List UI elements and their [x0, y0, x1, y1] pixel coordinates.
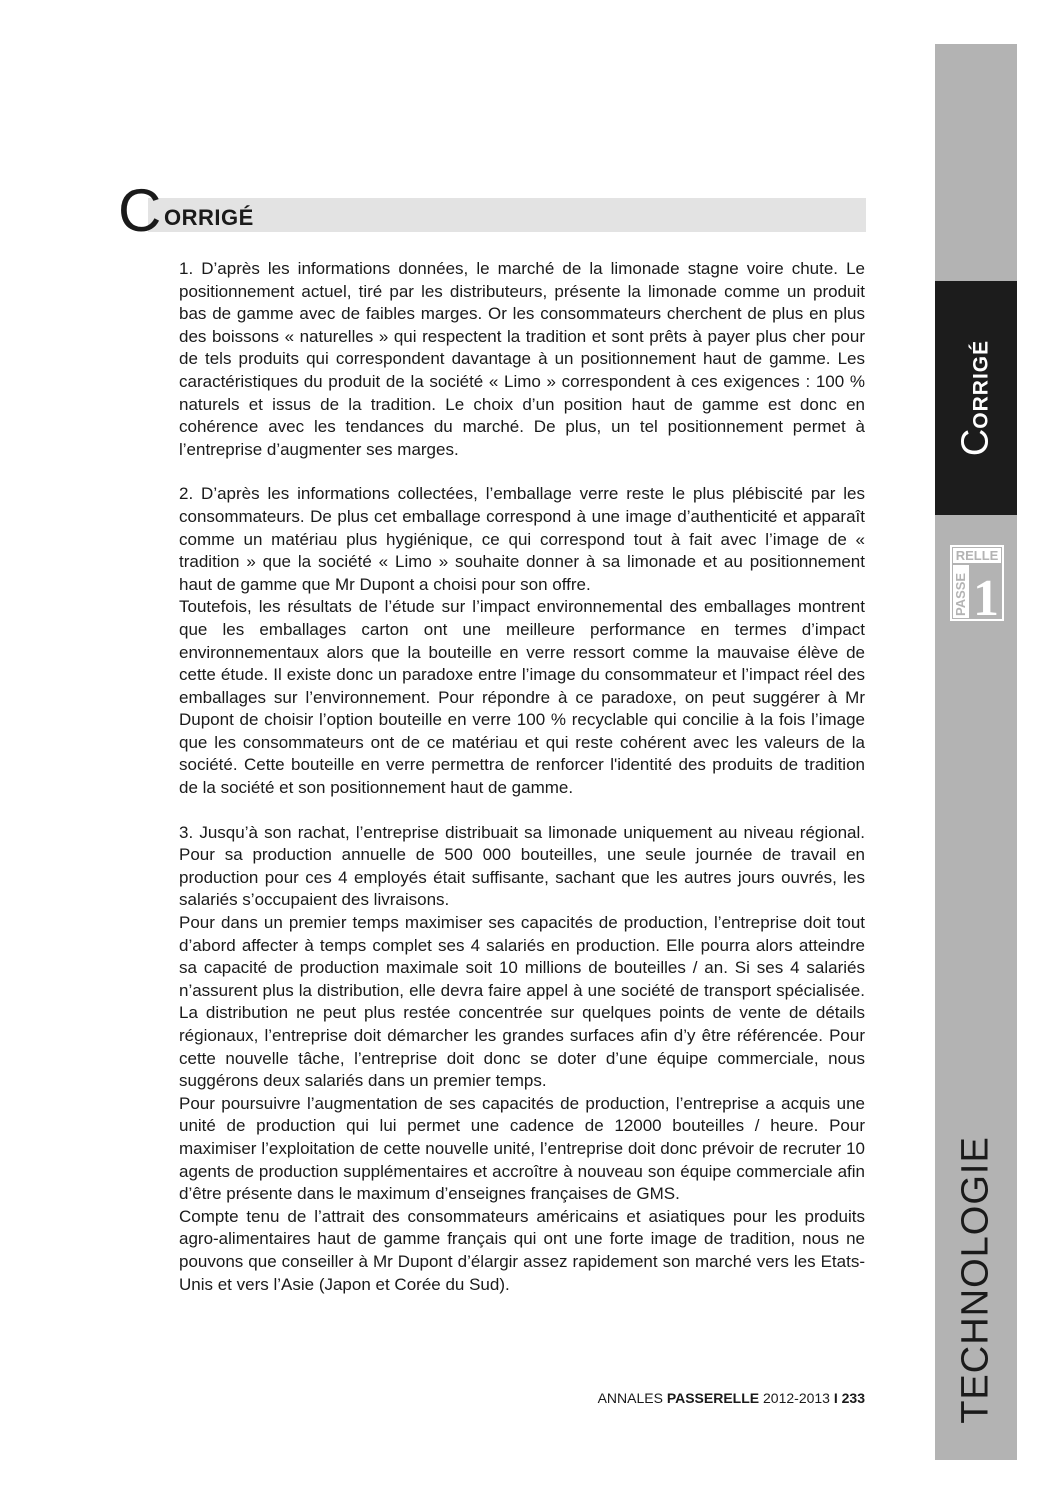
side-corrige-rest: ORRIGÉ [969, 339, 993, 429]
logo-side-text: PASSE [953, 572, 968, 616]
paragraph-answer-3-cont-1: Pour dans un premier temps maximiser ses capacités de production, l’entreprise doit tout d’abord affecter à temps complet ses 4 salariés en production. Elle pourra alors atteindre sa capacité de production maximale soit 10 millions de bouteilles / an. Si ses 4 salariés n’assurent plus la distribution, elle devra faire appel à une société de transport spécialisée. La distribution ne peut plus restée concentrée sur quelques points de vente de détails régionaux, l’entreprise doit démarcher les grandes surfaces afin d’y être référencée. Pour cette nouvelle tâche, l’entreprise doit donc se doter d’une équipe commerciale, nous suggérons deux salariés dans un premier temps. [179, 913, 865, 1091]
paragraph-answer-2: 2. D’après les informations collectées, l’emballage verre reste le plus plébiscité par les consommateurs. De plus cet emballage correspond à une image d’authenticité et apparaît comme un matériau plus hygiénique, ce qui correspond tout à fait avec l’image de « tradition » que la société « Limo » souhaite donner à sa limonade et au positionnement haut de gamme que Mr Dupont a choisi pour son offre. [179, 484, 865, 594]
page-number: 233 [841, 1390, 865, 1406]
paragraph-answer-3: 3. Jusqu’à son rachat, l’entreprise distribuait sa limonade uniquement au niveau régional. Pour sa production annuelle de 500 000 bouteilles, une seule journée de travail en production pour ces 4 employés était suffisante, sachant que les autres jours ouvrés, les salariés s’occupaient des livraisons. [179, 822, 865, 910]
footer-passerelle: PASSERELLE [666, 1390, 760, 1406]
paragraph-answer-3-cont-2: Pour poursuivre l’augmentation de ses capacités de production, l’entreprise a acquis une unité de production qui lui permet une cadence de 12000 bouteilles / heure. Pour maximiser l’exploitation de cette nouvelle unité, l’entreprise doit donc prévoir de recruter 10 agents de production supplémentaires et accroître à nouveau son équipe commerciale afin d’être présente dans le maximum d’enseignes françaises de GMS. [179, 1093, 865, 1204]
answer-content [179, 258, 865, 1296]
paragraph-answer-1: 1. D’après les informations données, le marché de la limonade stagne voire chute. Le positionnement actuel, tiré par les distributeurs, présente la limonade comme un produit bas de gamme avec de faibles marges. Or les consommateurs cherchent de plus en plus des boissons « naturelles » qui respectent la tradition et sont prêts à payer plus cher pour de tels produits qui correspondent davantage à un positionnement haut de gamme. Les caractéristiques du produit de la société « Limo » correspondent à ces exigences : 100 % naturels et issus de la tradition. Le choix d’un position haut de gamme est donc en cohérence avec les tendances du marché. De plus, un tel positionnement permet à l’entreprise d’augmenter ses marges. [179, 259, 865, 459]
footer-separator: I [833, 1390, 838, 1406]
page-footer [598, 1390, 865, 1406]
side-label-technologie: TECHNOLOGIE [954, 1136, 997, 1424]
heading-bar [148, 198, 866, 232]
paragraph-answer-3-cont-3: Compte tenu de l’attrait des consommateurs américains et asiatiques pour les produits agro-alimentaires haut de gamme français qui ont une forte image de tradition, nous ne pouvons que conseiller à Mr Dupont d’élargir assez rapidement son marché vers les Etats-Unis et vers l’Asie (Japon et Corée du Sud). [179, 1206, 865, 1294]
paragraph-answer-2-cont: Toutefois, les résultats de l’étude sur l’impact environnemental des emballages montrent que les emballages carton ont une meilleure performance en termes d’impact environnementaux alors que la bouteille en verre ressort comme la mauvaise élève de cette étude. Il existe donc un paradoxe entre l’image du consommateur et l’impact réel des emballages sur l’environnement. Pour répondre à ce paradoxe, on peut suggérer à Mr Dupont de choisir l’option bouteille en verre 100 % recyclable qui concilie à la fois l’image que les consommateurs ont de ce matériau et qui reste cohérent avec les valeurs de la société. Cette bouteille en verre permettra de renforcer l'identité des produits de tradition de la société et son positionnement haut de gamme. [179, 597, 865, 798]
section-heading [118, 177, 866, 244]
logo-number: 1 [973, 570, 999, 621]
heading-initial: C [118, 177, 162, 244]
footer-years: 2012-2013 [763, 1390, 830, 1406]
side-corrige-initial: C [954, 428, 997, 457]
heading-title: ORRIGÉ [164, 205, 254, 230]
passerelle-logo [950, 545, 1004, 621]
side-label-corrige [955, 340, 998, 456]
footer-annales: ANNALES [597, 1390, 663, 1406]
logo-top-text: RELLE [955, 548, 999, 563]
